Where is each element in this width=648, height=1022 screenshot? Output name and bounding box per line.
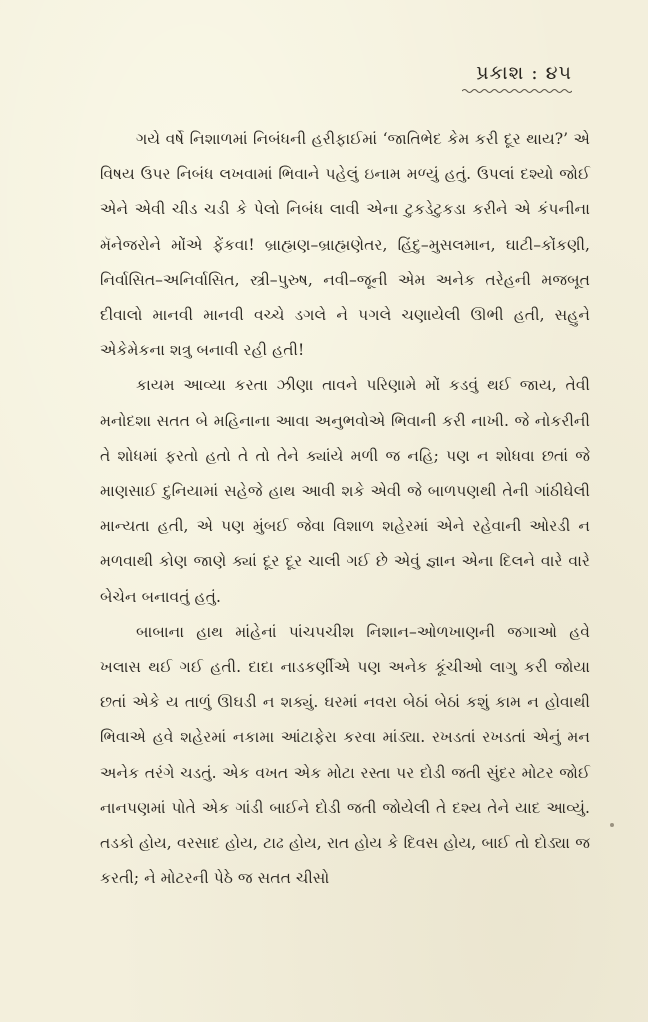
- running-head: પ્રકાશ : ૪૫: [476, 62, 572, 84]
- body-text: [100, 122, 590, 896]
- paragraph-1: ગયે વર્ષે નિશાળમાં નિબંધની હરીફાઈમાં ‘જાતિભેદ કેમ કરી દૂર થાય?’ એ વિષય ઉપર નિબંધ લખવામાં ભિવાને પહેલું ઇનામ મળ્યું હતું. ઉપલાં દશ્યો જોઈ એને એવી ચીડ ચડી કે પેલો નિબંધ લાવી એના ટુકડેટુકડા કરીને એ કંપનીના મૅનેજરોને મોંએ ફેંકવા! બ્રાહ્મણ–બ્રાહ્મણેતર, હિંદુ–મુસલમાન, ઘાટી–કોંકણી, નિર્વાસિત–અનિર્વાસિત, સ્ત્રી–પુરુષ, નવી–જૂની એમ અનેક તરેહની મજબૂત દીવાલો માનવી માનવી વચ્ચે ડગલે ને પગલે ચણાયેલી ઊભી હતી, સહુને એકેમેકના શત્રુ બનાવી રહી હતી!: [100, 130, 590, 360]
- wavy-rule-ornament: [462, 88, 572, 94]
- page-header: [462, 62, 572, 94]
- page-speck: [610, 823, 614, 827]
- paragraph-2: કાયમ આવ્યા કરતા ઝીણા તાવને પરિણામે મોં કડવું થઈ જાય, તેવી મનોદશા સતત બે મહિનાના આવા અનુભવોએ ભિવાની કરી નાખી. જે નોકરીની તે શોધમાં ફરતો હતો તે તો તેને ક્યાંયે મળી જ નહિ; પણ ન શોધવા છતાં જે માણસાઈ દુનિયામાં સહેજે હાથ આવી શકે એવી જે બાળપણથી તેની ગાંઠીઘેલી માન્યતા હતી, એ પણ મુંબઈ જેવા વિશાળ શહેરમાં એને રહેવાની ઓરડી ન મળવાથી કોણ જાણે ક્યાં દૂર દૂર ચાલી ગઈ છે એવું જ્ઞાન એના દિલને વારે વારે બેચેન બનાવતું હતું.: [100, 376, 590, 606]
- paragraph-3: બાબાના હાથ માંહેનાં પાંચપચીશ નિશાન–ઓળખાણની જગાઓ હવે ખલાસ થઈ ગઈ હતી. દાદા નાડકર્ણીએ પણ અનેક કૂંચીઓ લાગુ કરી જોયા છતાં એકે ય તાળું ઊઘડી ન શક્યું. ઘરમાં નવરા બેઠાં બેઠાં કશું કામ ન હોવાથી ભિવાએ હવે શહેરમાં નકામા આંટાફેરા કરવા માંડ્યા. રખડતાં રખડતાં એનું મન અનેક તરંગે ચડતું. એક વખત એક મોટા રસ્તા પર દોડી જતી સુંદર મોટર જોઈ નાનપણમાં પોતે એક ગાંડી બાઈને દોડી જતી જોયેલી તે દશ્ય તેને યાદ આવ્યું. તડકો હોય, વરસાદ હોય, ટાઢ હોય, રાત હોય કે દિવસ હોય, બાઈ તો દોડ્યા જ કરતી; ને મોટરની પેઠે જ સતત ચીસો: [100, 622, 590, 888]
